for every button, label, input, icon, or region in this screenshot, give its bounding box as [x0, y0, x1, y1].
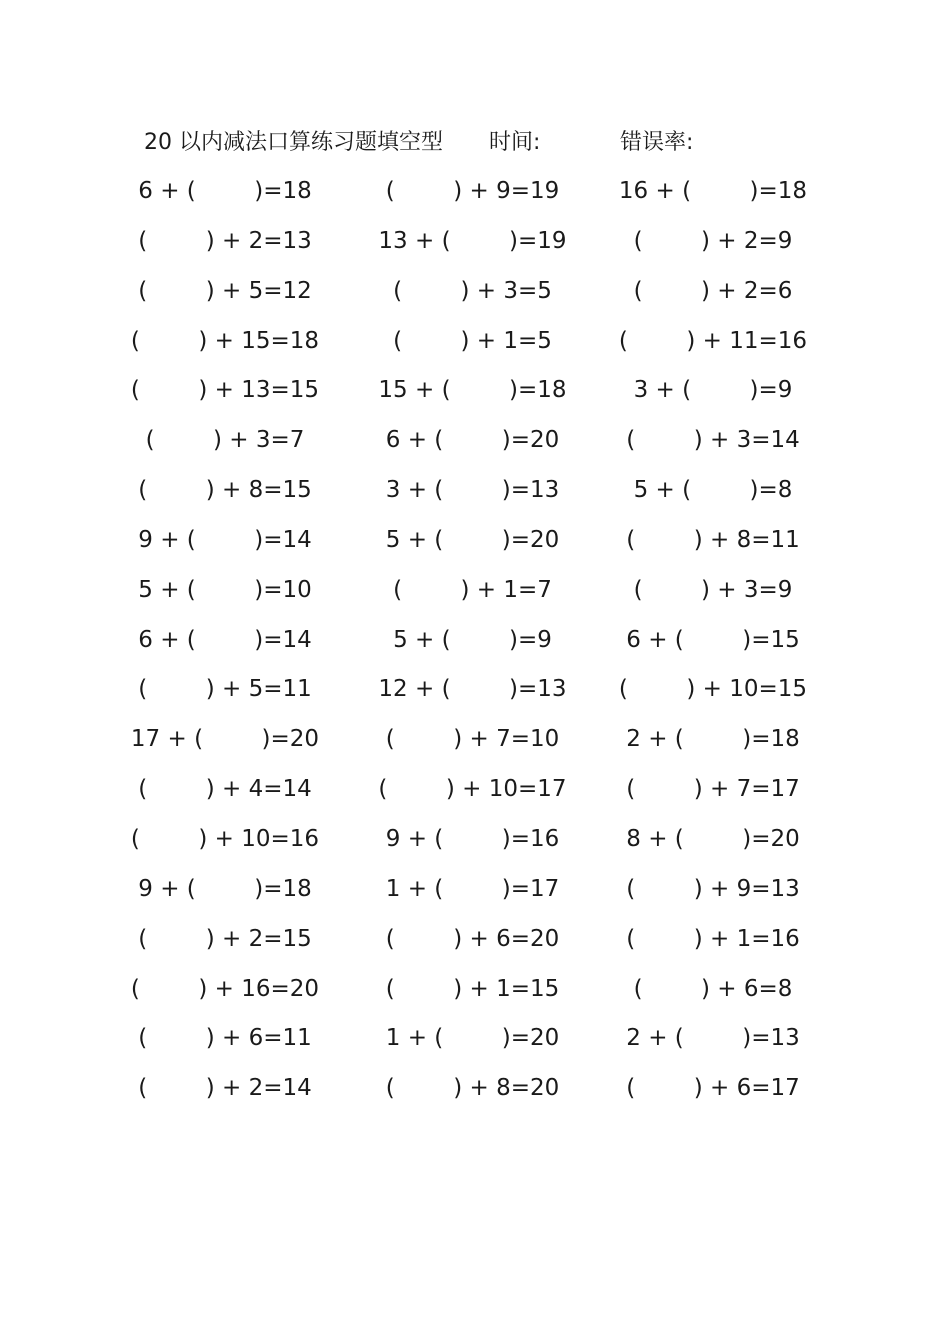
- problem-item: 6 + ( )=15: [626, 626, 800, 653]
- problem-row: [0, 174, 950, 224]
- problem-item: ( ) + 2=13: [138, 227, 312, 254]
- problem-row: [0, 772, 950, 822]
- problem-item: ( ) + 1=7: [393, 576, 552, 603]
- problem-row: [0, 423, 950, 473]
- problem-row: [0, 224, 950, 274]
- problem-item: 2 + ( )=18: [626, 726, 800, 753]
- problem-item: 15 + ( )=18: [378, 377, 567, 404]
- problem-item: ( ) + 2=9: [633, 227, 793, 254]
- problem-row: [0, 872, 950, 922]
- problem-row: [0, 623, 950, 673]
- problem-item: ( ) + 4=14: [138, 776, 312, 803]
- problem-item: ( ) + 3=5: [393, 277, 552, 304]
- problem-item: 1 + ( )=17: [385, 875, 560, 902]
- problem-row: [0, 523, 950, 573]
- problem-item: ( ) + 10=15: [618, 676, 808, 703]
- problem-item: 5 + ( )=9: [393, 626, 552, 653]
- problem-item: ( ) + 11=16: [618, 327, 808, 354]
- problem-item: 8 + ( )=20: [626, 825, 800, 852]
- problem-item: ( ) + 8=20: [385, 1075, 560, 1102]
- problem-row: [0, 672, 950, 722]
- problem-item: ( ) + 5=11: [138, 676, 312, 703]
- problem-item: 3 + ( )=9: [633, 377, 793, 404]
- problem-item: 9 + ( )=18: [138, 875, 312, 902]
- problem-item: ( ) + 10=16: [130, 825, 320, 852]
- time-label: 时间:: [489, 130, 541, 155]
- problem-item: 5 + ( )=10: [138, 576, 312, 603]
- problem-item: ( ) + 9=13: [626, 875, 800, 902]
- problem-item: ( ) + 8=11: [626, 526, 800, 553]
- problem-row: [0, 1021, 950, 1071]
- problem-item: ( ) + 1=15: [385, 975, 560, 1002]
- problem-row: [0, 274, 950, 324]
- problem-item: 13 + ( )=19: [378, 227, 567, 254]
- problem-item: 1 + ( )=20: [385, 1025, 560, 1052]
- problem-item: ( ) + 6=17: [626, 1075, 800, 1102]
- problem-item: ( ) + 13=15: [130, 377, 320, 404]
- problem-item: 12 + ( )=13: [378, 676, 567, 703]
- problem-item: 9 + ( )=16: [385, 825, 560, 852]
- problem-item: 3 + ( )=13: [385, 477, 560, 504]
- worksheet-header: [0, 126, 950, 160]
- problem-item: ( ) + 3=7: [145, 427, 305, 454]
- problem-item: 5 + ( )=20: [385, 526, 560, 553]
- problem-item: ( ) + 1=5: [393, 327, 552, 354]
- problem-row: [0, 373, 950, 423]
- problem-item: 5 + ( )=8: [633, 477, 793, 504]
- problem-item: ( ) + 16=20: [130, 975, 320, 1002]
- problem-item: ( ) + 3=9: [633, 576, 793, 603]
- problem-item: 9 + ( )=14: [138, 526, 312, 553]
- problem-item: 16 + ( )=18: [618, 178, 808, 204]
- problem-row: [0, 573, 950, 623]
- problem-item: 6 + ( )=18: [138, 178, 312, 204]
- problem-item: ( ) + 2=15: [138, 925, 312, 952]
- problem-row: [0, 722, 950, 772]
- problem-grid: [0, 174, 950, 1121]
- problem-item: ( ) + 9=19: [385, 178, 560, 204]
- problem-item: 17 + ( )=20: [130, 726, 320, 753]
- problem-item: ( ) + 5=12: [138, 277, 312, 304]
- problem-item: ( ) + 6=20: [385, 925, 560, 952]
- problem-item: ( ) + 2=6: [633, 277, 793, 304]
- problem-item: ( ) + 6=11: [138, 1025, 312, 1052]
- problem-item: ( ) + 15=18: [130, 327, 320, 354]
- problem-item: ( ) + 6=8: [633, 975, 793, 1002]
- problem-item: ( ) + 2=14: [138, 1075, 312, 1102]
- problem-row: [0, 1071, 950, 1121]
- problem-row: [0, 822, 950, 872]
- problem-item: ( ) + 8=15: [138, 477, 312, 504]
- error-rate-label: 错误率:: [620, 130, 694, 155]
- problem-item: 2 + ( )=13: [626, 1025, 800, 1052]
- problem-item: 6 + ( )=14: [138, 626, 312, 653]
- problem-item: 6 + ( )=20: [385, 427, 560, 454]
- problem-row: [0, 473, 950, 523]
- worksheet-title: 20 以内减法口算练习题填空型: [144, 130, 443, 155]
- problem-row: [0, 972, 950, 1022]
- problem-item: ( ) + 7=10: [385, 726, 560, 753]
- problem-row: [0, 324, 950, 374]
- problem-row: [0, 922, 950, 972]
- problem-item: ( ) + 10=17: [378, 776, 567, 803]
- problem-item: ( ) + 1=16: [626, 925, 800, 952]
- problem-item: ( ) + 7=17: [626, 776, 800, 803]
- problem-item: ( ) + 3=14: [626, 427, 800, 454]
